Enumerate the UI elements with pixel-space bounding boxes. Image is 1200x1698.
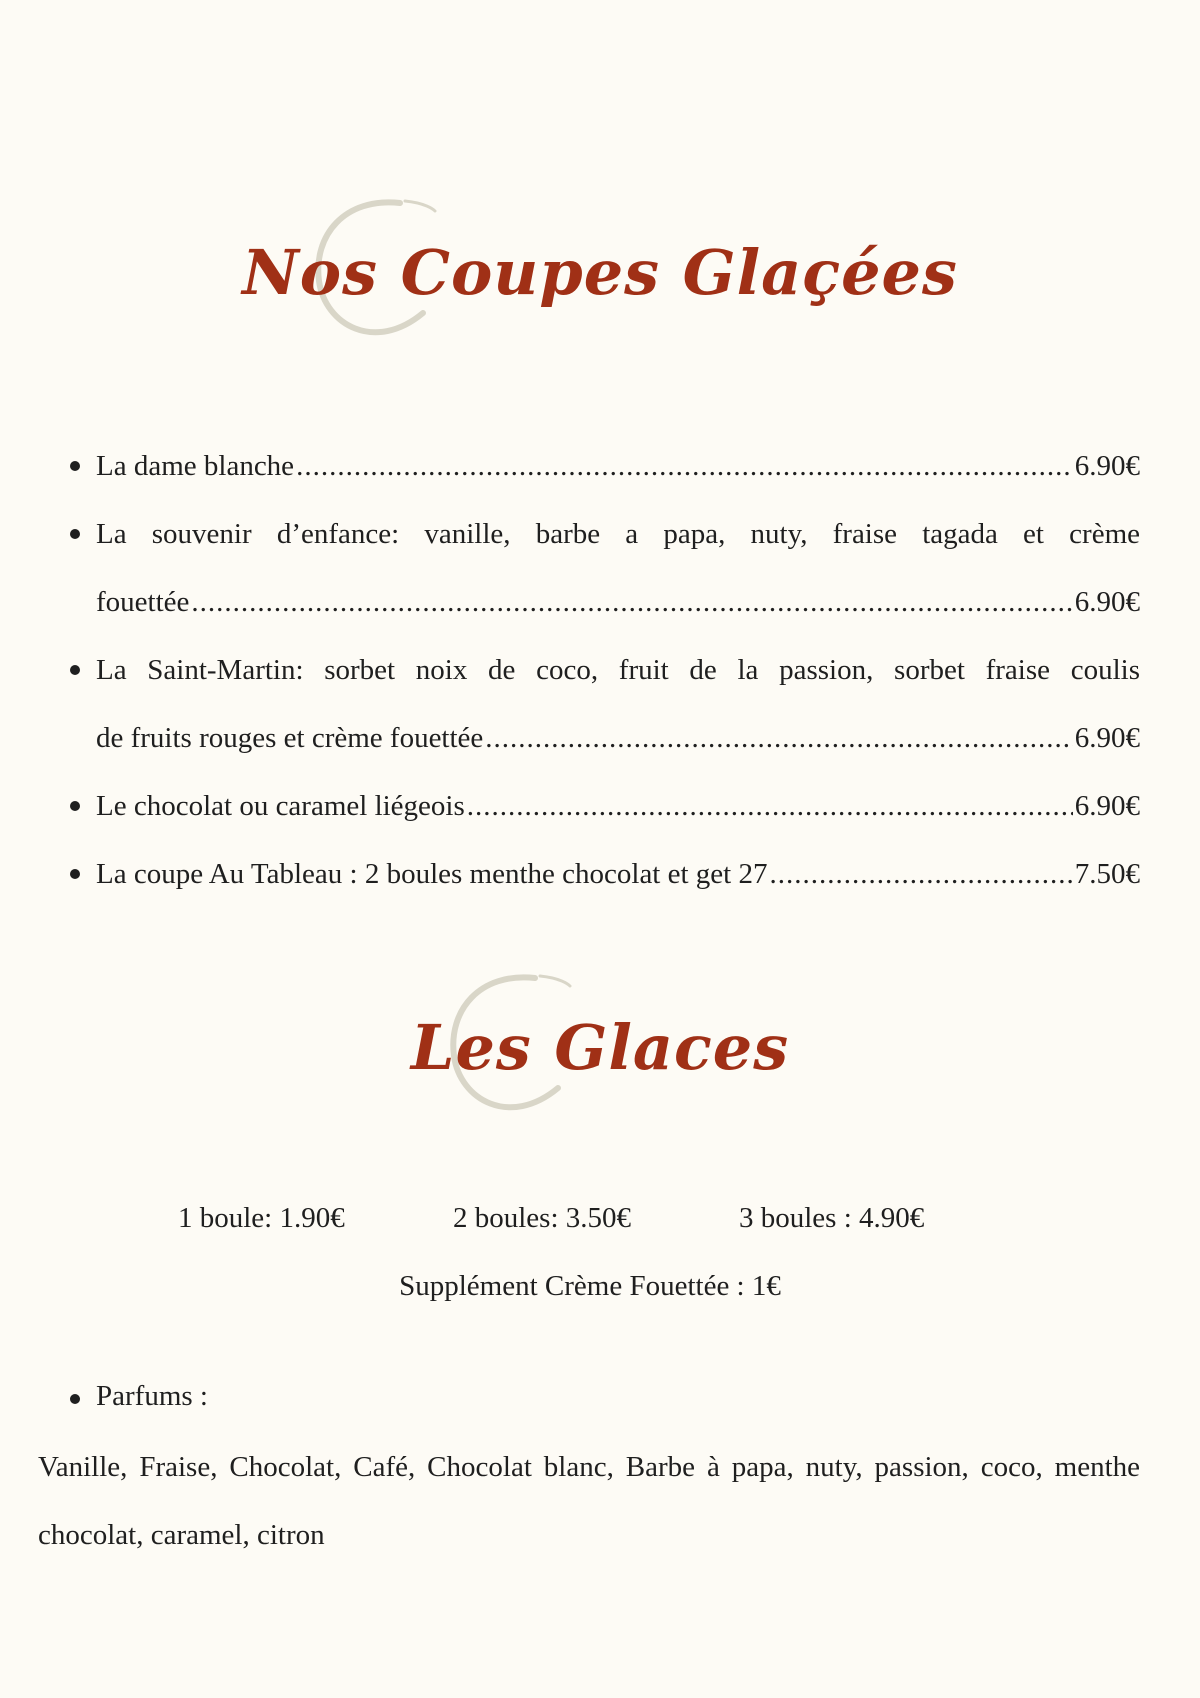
- item-price: 7.50€: [1074, 858, 1140, 890]
- list-item: [70, 772, 1140, 840]
- item-name: Le chocolat ou caramel liégeois: [96, 790, 465, 822]
- item-price: 6.90€: [1074, 790, 1140, 822]
- coupes-list: [70, 432, 1140, 908]
- item-description: La Saint-Martin: sorbet noix de coco, fruit de la passion, sorbet fraise coulis: [96, 654, 1140, 686]
- coupes-title: Nos Coupes Glaçées: [242, 236, 958, 309]
- item-description: La souvenir d’enfance: vanille, barbe a papa, nuty, fraise tagada et crème: [96, 518, 1140, 550]
- item-price: 6.90€: [1074, 722, 1140, 754]
- flavors-list: Vanille, Fraise, Chocolat, Café, Chocolat blanc, Barbe à papa, nuty, passion, coco, menthe chocolat, caramel, citron: [38, 1451, 1140, 1551]
- list-item: [70, 500, 1140, 636]
- item-name: de fruits rouges et crème fouettée: [96, 722, 484, 754]
- flavors-label: Parfums :: [70, 1380, 208, 1413]
- list-item: [70, 840, 1140, 908]
- supplement-text: Supplément Crème Fouettée : 1€: [399, 1270, 781, 1302]
- price-one-scoop: 1 boule: 1.90€: [178, 1202, 345, 1234]
- price-three-scoops: 3 boules : 4.90€: [739, 1202, 925, 1234]
- price-two-scoops: 2 boules: 3.50€: [453, 1202, 632, 1234]
- item-price: 6.90€: [1074, 450, 1140, 482]
- list-item: [70, 636, 1140, 772]
- item-name: La dame blanche: [96, 450, 295, 482]
- glaces-title: Les Glaces: [410, 1011, 790, 1084]
- item-name: fouettée: [96, 586, 190, 618]
- list-item: [70, 432, 1140, 500]
- item-price: 6.90€: [1074, 586, 1140, 618]
- item-name: La coupe Au Tableau : 2 boules menthe chocolat et get 27: [96, 858, 768, 890]
